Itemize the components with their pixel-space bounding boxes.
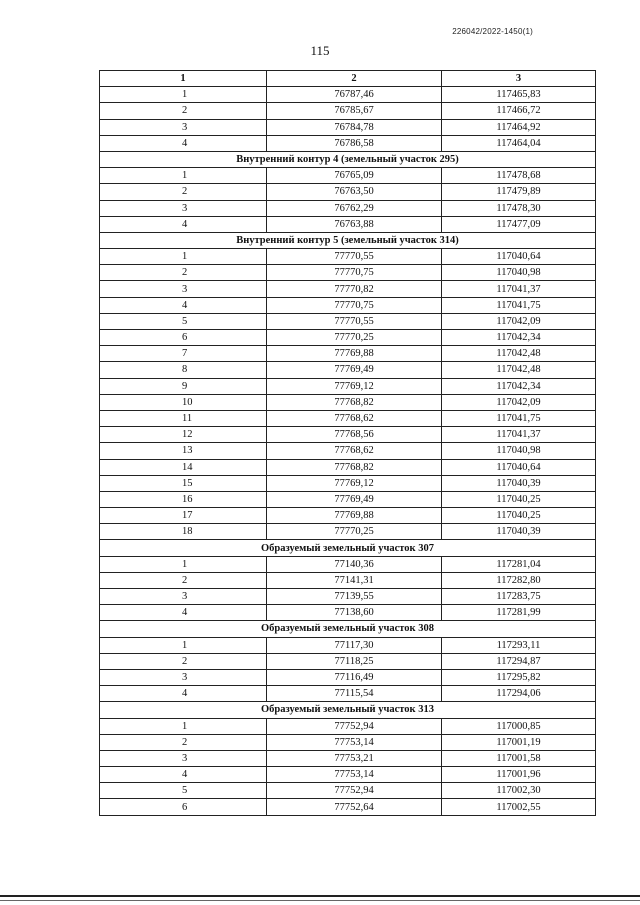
table-row	[100, 119, 596, 135]
y-coordinate-cell: 117040,39	[442, 524, 596, 540]
point-number-cell: 3	[100, 281, 267, 297]
bottom-rule	[0, 895, 640, 897]
table-row	[100, 249, 596, 265]
header-cell: 1	[100, 71, 267, 87]
point-number-cell: 8	[100, 362, 267, 378]
y-coordinate-cell: 117294,87	[442, 653, 596, 669]
table-row	[100, 686, 596, 702]
point-number-cell: 2	[100, 572, 267, 588]
bottom-rule-thin	[0, 900, 640, 901]
table-row	[100, 589, 596, 605]
table-row	[100, 524, 596, 540]
point-number-cell: 2	[100, 653, 267, 669]
y-coordinate-cell: 117042,34	[442, 330, 596, 346]
table-row	[100, 718, 596, 734]
y-coordinate-cell: 117040,25	[442, 508, 596, 524]
x-coordinate-cell: 77753,21	[267, 750, 442, 766]
point-number-cell: 2	[100, 734, 267, 750]
y-coordinate-cell: 117283,75	[442, 589, 596, 605]
x-coordinate-cell: 77770,82	[267, 281, 442, 297]
table-row	[100, 184, 596, 200]
x-coordinate-cell: 77115,54	[267, 686, 442, 702]
x-coordinate-cell: 77770,25	[267, 330, 442, 346]
point-number-cell: 9	[100, 378, 267, 394]
x-coordinate-cell: 77769,88	[267, 346, 442, 362]
x-coordinate-cell: 76762,29	[267, 200, 442, 216]
header-cell: 2	[267, 71, 442, 87]
point-number-cell: 12	[100, 427, 267, 443]
point-number-cell: 4	[100, 297, 267, 313]
y-coordinate-cell: 117464,04	[442, 135, 596, 151]
table-row	[100, 799, 596, 815]
x-coordinate-cell: 76786,58	[267, 135, 442, 151]
x-coordinate-cell: 77139,55	[267, 589, 442, 605]
section-title-row	[100, 232, 596, 248]
point-number-cell: 16	[100, 491, 267, 507]
x-coordinate-cell: 77140,36	[267, 556, 442, 572]
x-coordinate-cell: 77752,94	[267, 718, 442, 734]
section-title: Внутренний контур 4 (земельный участок 295)	[100, 151, 596, 167]
point-number-cell: 1	[100, 556, 267, 572]
x-coordinate-cell: 77752,64	[267, 799, 442, 815]
table-row	[100, 103, 596, 119]
y-coordinate-cell: 117293,11	[442, 637, 596, 653]
point-number-cell: 2	[100, 103, 267, 119]
y-coordinate-cell: 117002,30	[442, 783, 596, 799]
y-coordinate-cell: 117040,64	[442, 459, 596, 475]
table-row	[100, 734, 596, 750]
point-number-cell: 3	[100, 589, 267, 605]
table-row	[100, 168, 596, 184]
point-number-cell: 14	[100, 459, 267, 475]
table-row	[100, 475, 596, 491]
x-coordinate-cell: 76763,88	[267, 216, 442, 232]
y-coordinate-cell: 117040,39	[442, 475, 596, 491]
point-number-cell: 1	[100, 87, 267, 103]
point-number-cell: 3	[100, 669, 267, 685]
y-coordinate-cell: 117042,09	[442, 394, 596, 410]
table-row	[100, 427, 596, 443]
x-coordinate-cell: 77769,12	[267, 378, 442, 394]
table-row	[100, 313, 596, 329]
y-coordinate-cell: 117001,19	[442, 734, 596, 750]
y-coordinate-cell: 117002,55	[442, 799, 596, 815]
table-row	[100, 346, 596, 362]
y-coordinate-cell: 117042,48	[442, 346, 596, 362]
x-coordinate-cell: 77769,12	[267, 475, 442, 491]
x-coordinate-cell: 77118,25	[267, 653, 442, 669]
point-number-cell: 3	[100, 200, 267, 216]
table-row	[100, 508, 596, 524]
table-row	[100, 378, 596, 394]
y-coordinate-cell: 117040,64	[442, 249, 596, 265]
point-number-cell: 5	[100, 783, 267, 799]
y-coordinate-cell: 117040,98	[442, 443, 596, 459]
table-row	[100, 135, 596, 151]
section-title: Образуемый земельный участок 308	[100, 621, 596, 637]
table-row	[100, 491, 596, 507]
x-coordinate-cell: 77752,94	[267, 783, 442, 799]
table-row	[100, 200, 596, 216]
x-coordinate-cell: 76763,50	[267, 184, 442, 200]
page-number: 115	[310, 43, 330, 58]
table-row	[100, 330, 596, 346]
x-coordinate-cell: 77753,14	[267, 767, 442, 783]
table-row	[100, 216, 596, 232]
section-title-row	[100, 621, 596, 637]
y-coordinate-cell: 117041,75	[442, 297, 596, 313]
point-number-cell: 3	[100, 119, 267, 135]
point-number-cell: 3	[100, 750, 267, 766]
y-coordinate-cell: 117040,98	[442, 265, 596, 281]
point-number-cell: 4	[100, 686, 267, 702]
point-number-cell: 4	[100, 605, 267, 621]
table-row	[100, 459, 596, 475]
y-coordinate-cell: 117479,89	[442, 184, 596, 200]
table-header-row	[100, 71, 596, 87]
point-number-cell: 4	[100, 216, 267, 232]
table-row	[100, 556, 596, 572]
point-number-cell: 2	[100, 184, 267, 200]
table-row	[100, 572, 596, 588]
point-number-cell: 18	[100, 524, 267, 540]
table-row	[100, 750, 596, 766]
x-coordinate-cell: 77117,30	[267, 637, 442, 653]
section-title-row	[100, 702, 596, 718]
header-cell: 3	[442, 71, 596, 87]
x-coordinate-cell: 77768,82	[267, 459, 442, 475]
x-coordinate-cell: 77770,75	[267, 265, 442, 281]
x-coordinate-cell: 77138,60	[267, 605, 442, 621]
table-row	[100, 265, 596, 281]
point-number-cell: 6	[100, 330, 267, 346]
table-row	[100, 281, 596, 297]
x-coordinate-cell: 76787,46	[267, 87, 442, 103]
y-coordinate-cell: 117466,72	[442, 103, 596, 119]
y-coordinate-cell: 117294,06	[442, 686, 596, 702]
x-coordinate-cell: 76765,09	[267, 168, 442, 184]
x-coordinate-cell: 77141,31	[267, 572, 442, 588]
point-number-cell: 4	[100, 135, 267, 151]
point-number-cell: 1	[100, 249, 267, 265]
x-coordinate-cell: 77770,55	[267, 313, 442, 329]
y-coordinate-cell: 117477,09	[442, 216, 596, 232]
table-row	[100, 443, 596, 459]
table-row	[100, 297, 596, 313]
x-coordinate-cell: 77768,62	[267, 443, 442, 459]
point-number-cell: 1	[100, 637, 267, 653]
y-coordinate-cell: 117041,37	[442, 281, 596, 297]
x-coordinate-cell: 76785,67	[267, 103, 442, 119]
x-coordinate-cell: 77769,49	[267, 362, 442, 378]
point-number-cell: 4	[100, 767, 267, 783]
table-row	[100, 669, 596, 685]
table-row	[100, 410, 596, 426]
x-coordinate-cell: 77770,55	[267, 249, 442, 265]
y-coordinate-cell: 117282,80	[442, 572, 596, 588]
y-coordinate-cell: 117478,68	[442, 168, 596, 184]
point-number-cell: 1	[100, 718, 267, 734]
table-row	[100, 783, 596, 799]
document-id: 226042/2022-1450(1)	[452, 27, 533, 36]
table-row	[100, 87, 596, 103]
x-coordinate-cell: 77770,25	[267, 524, 442, 540]
point-number-cell: 7	[100, 346, 267, 362]
y-coordinate-cell: 117000,85	[442, 718, 596, 734]
point-number-cell: 13	[100, 443, 267, 459]
section-title: Образуемый земельный участок 313	[100, 702, 596, 718]
x-coordinate-cell: 77769,88	[267, 508, 442, 524]
x-coordinate-cell: 76784,78	[267, 119, 442, 135]
table-row	[100, 767, 596, 783]
y-coordinate-cell: 117001,58	[442, 750, 596, 766]
y-coordinate-cell: 117042,34	[442, 378, 596, 394]
y-coordinate-cell: 117464,92	[442, 119, 596, 135]
y-coordinate-cell: 117042,48	[442, 362, 596, 378]
section-title: Внутренний контур 5 (земельный участок 314)	[100, 232, 596, 248]
point-number-cell: 6	[100, 799, 267, 815]
table-row	[100, 637, 596, 653]
y-coordinate-cell: 117281,99	[442, 605, 596, 621]
x-coordinate-cell: 77768,56	[267, 427, 442, 443]
y-coordinate-cell: 117041,37	[442, 427, 596, 443]
section-title-row	[100, 540, 596, 556]
point-number-cell: 5	[100, 313, 267, 329]
y-coordinate-cell: 117042,09	[442, 313, 596, 329]
table-row	[100, 394, 596, 410]
point-number-cell: 10	[100, 394, 267, 410]
x-coordinate-cell: 77116,49	[267, 669, 442, 685]
point-number-cell: 17	[100, 508, 267, 524]
y-coordinate-cell: 117040,25	[442, 491, 596, 507]
table-row	[100, 605, 596, 621]
section-title: Образуемый земельный участок 307	[100, 540, 596, 556]
y-coordinate-cell: 117478,30	[442, 200, 596, 216]
x-coordinate-cell: 77768,82	[267, 394, 442, 410]
y-coordinate-cell: 117001,96	[442, 767, 596, 783]
point-number-cell: 2	[100, 265, 267, 281]
point-number-cell: 11	[100, 410, 267, 426]
point-number-cell: 15	[100, 475, 267, 491]
y-coordinate-cell: 117281,04	[442, 556, 596, 572]
x-coordinate-cell: 77769,49	[267, 491, 442, 507]
x-coordinate-cell: 77768,62	[267, 410, 442, 426]
y-coordinate-cell: 117041,75	[442, 410, 596, 426]
y-coordinate-cell: 117295,82	[442, 669, 596, 685]
point-number-cell: 1	[100, 168, 267, 184]
table-row	[100, 653, 596, 669]
section-title-row	[100, 151, 596, 167]
x-coordinate-cell: 77770,75	[267, 297, 442, 313]
x-coordinate-cell: 77753,14	[267, 734, 442, 750]
y-coordinate-cell: 117465,83	[442, 87, 596, 103]
table-row	[100, 362, 596, 378]
coordinates-table	[99, 70, 596, 816]
